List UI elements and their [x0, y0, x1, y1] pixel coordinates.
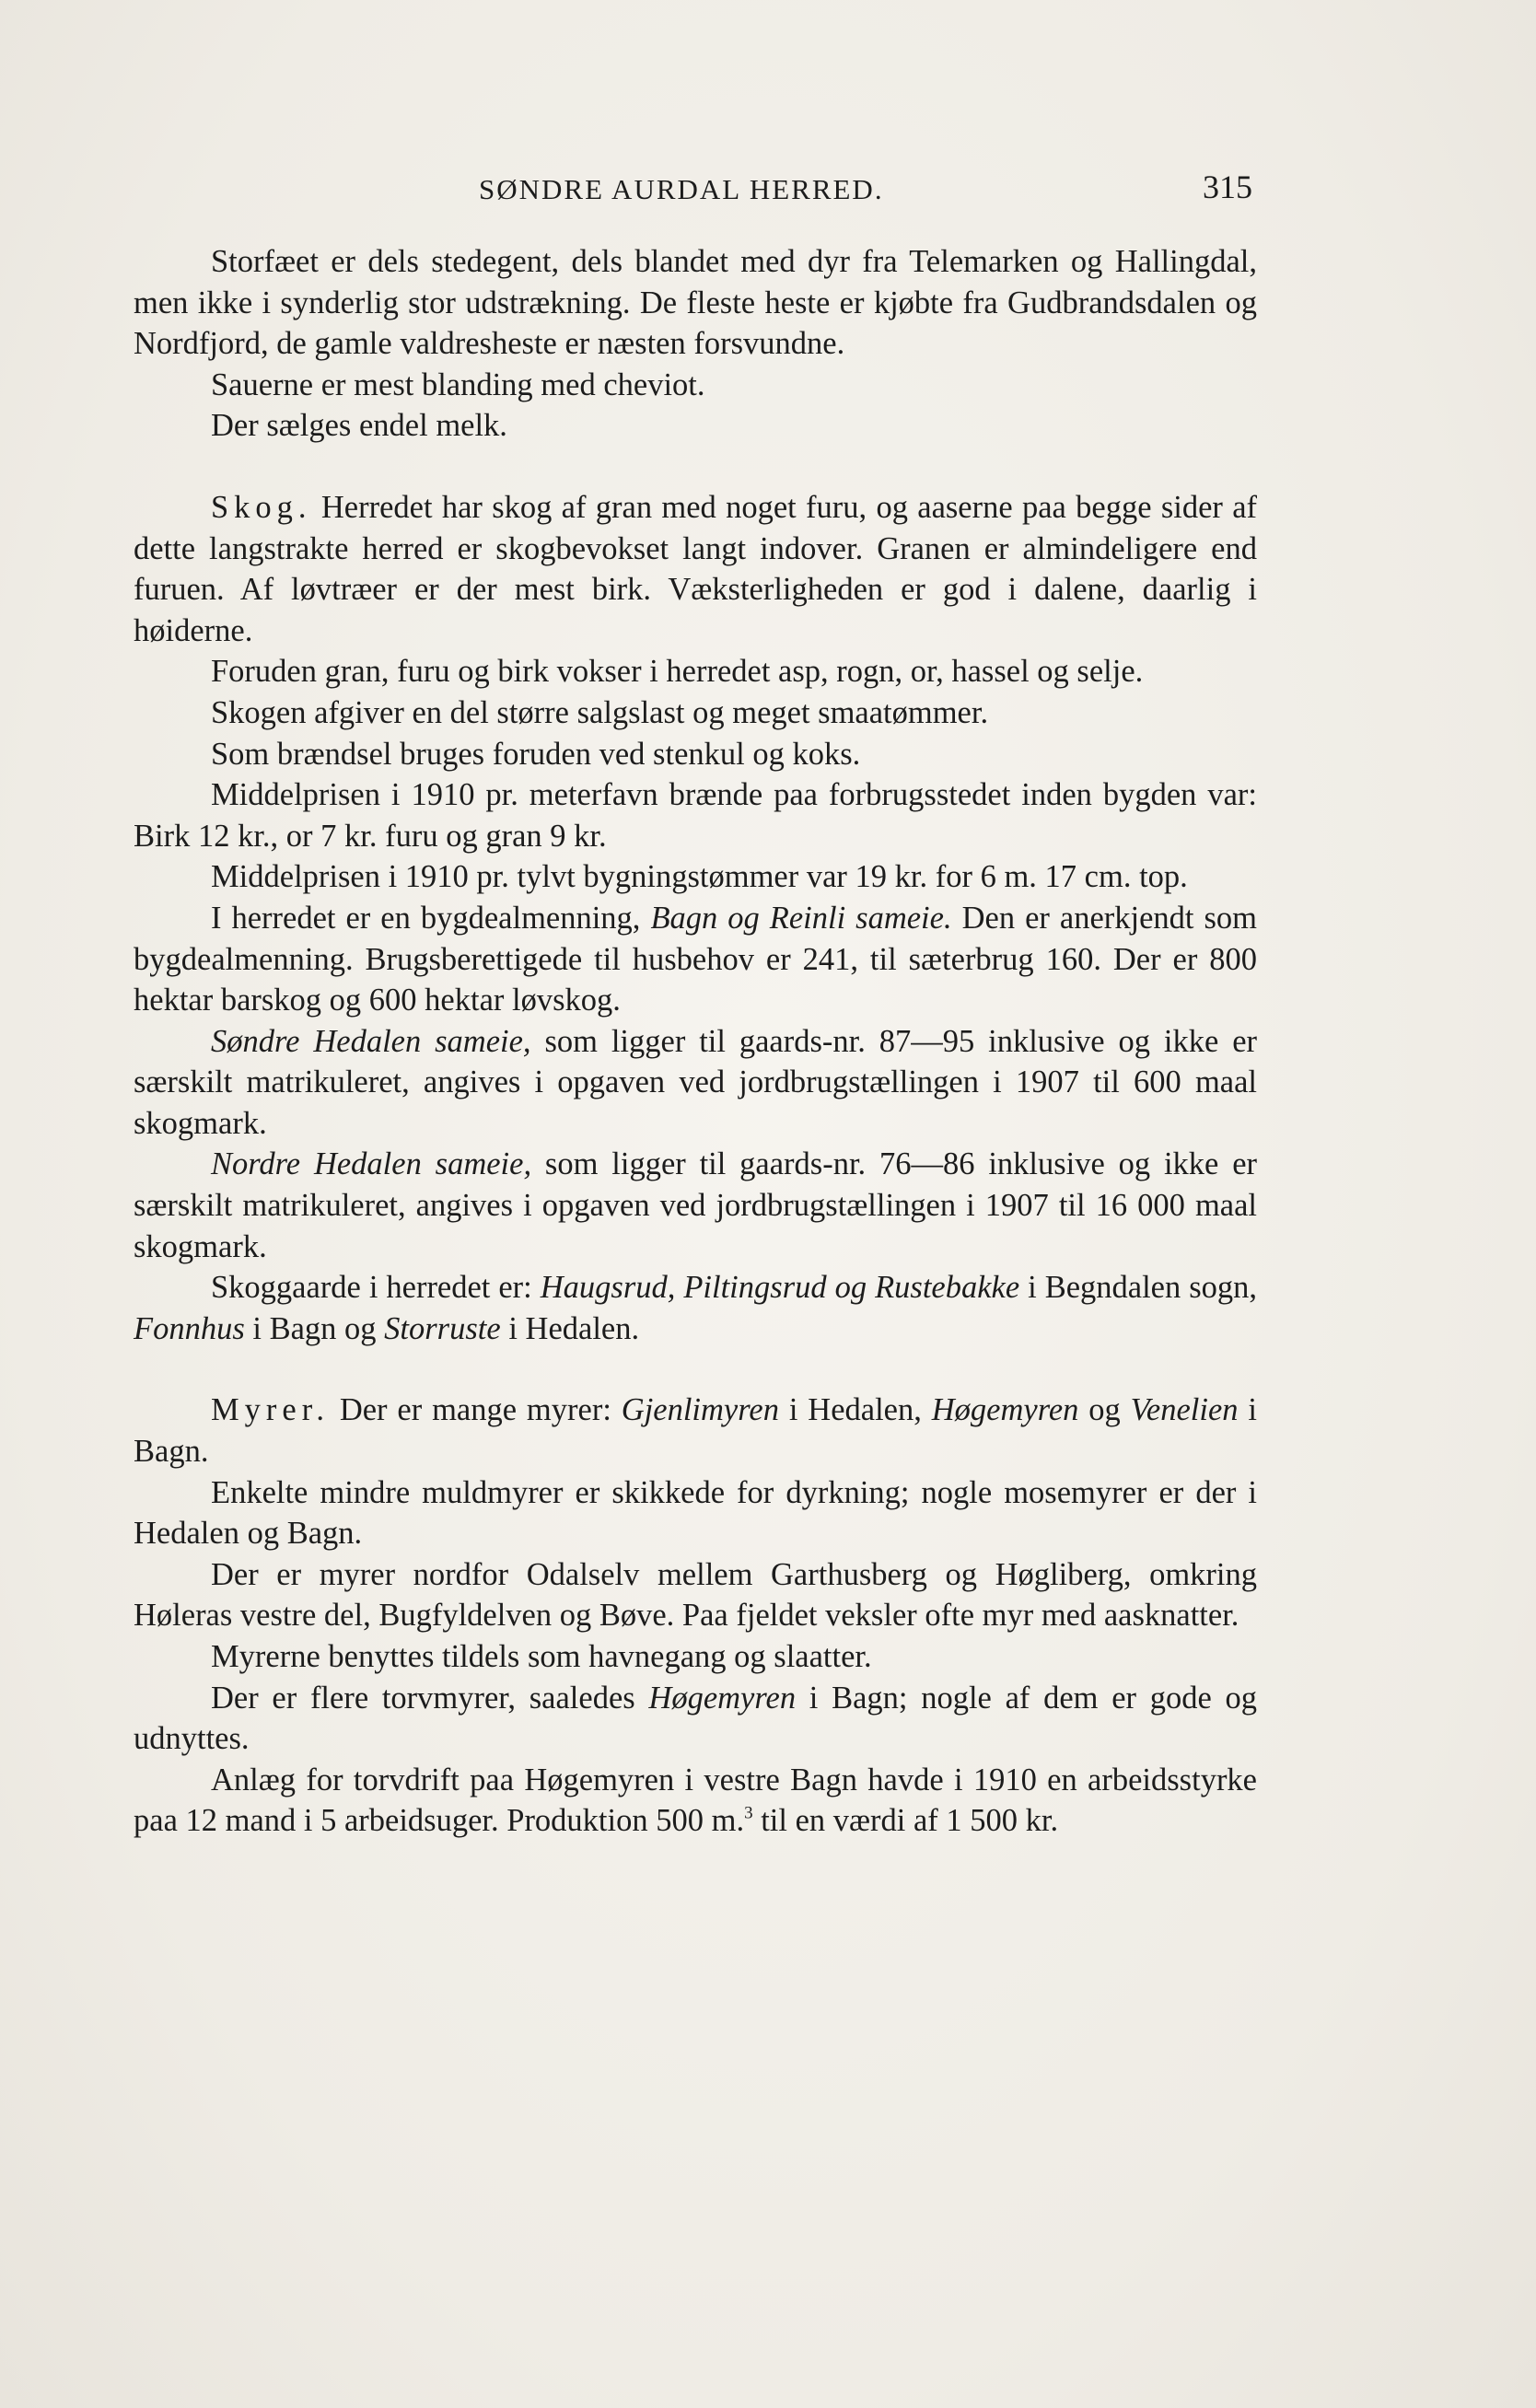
- paragraph-forest-farms: [134, 1267, 1257, 1349]
- paragraph-livestock: Storfæet er dels stedegent, dels blandet med dyr fra Telemarken og Hallingdal, men ikke i synderlig stor udstrækning. De fleste heste er kjøbte fra Gudbrandsdalen og Nordfjord, de gamle valdresheste er næsten forsvundne.: [134, 244, 1257, 362]
- section-heading-skog: Skog.: [211, 489, 312, 525]
- paragraph-myrer: [134, 1390, 1257, 1472]
- italic-name: Storruste: [384, 1310, 501, 1346]
- page-header: [129, 168, 1257, 214]
- paragraph-fuel: Som brændsel bruges foruden ved stenkul og koks.: [211, 736, 861, 772]
- paragraph-nordre-hedalen: [134, 1144, 1257, 1267]
- paragraph-torvmyrer: [134, 1678, 1257, 1760]
- running-head: SØNDRE AURDAL HERRED.: [479, 173, 884, 205]
- italic-name: Høgemyren: [931, 1392, 1079, 1428]
- paragraph-skog-text: Herredet har skog af gran med noget furu, og aaserne paa begge sider af dette langstrakte herred er skogbevokset langt indover. Granen er almindeligere end furuen. Af løvtræer er der mest birk. Væksterligheden er god i dalene, daarlig i høiderne.: [134, 489, 1257, 648]
- paragraph-myr-locations: Der er myrer nordfor Odalselv mellem Garthusberg og Høgliberg, omkring Høleras vestre del, Bugfyldelven og Bøve. Paa fjeldet veksler ofte myr med aasknatter.: [134, 1556, 1257, 1634]
- text-run: til en værdi af 1 500 kr.: [752, 1803, 1059, 1839]
- paragraph-milk: Der sælges endel melk.: [211, 408, 507, 444]
- text-run: i Bagn og: [244, 1310, 385, 1346]
- italic-name: Gjenlimyren: [621, 1392, 779, 1428]
- text-run: Den er anerkjendt som bygdealmenning. Brugsberettigede til husbehov er 241, til sæterbrug 160. Der er 800 hektar barskog og 600 hektar løvskog.: [134, 900, 1257, 1018]
- text-run: I herredet er en bygdealmenning,: [211, 900, 651, 936]
- text-run: som ligger til gaards-nr. 87—95 inklusive og ikke er særskilt matrikuleret, angives i opgaven ved jordbrugstællingen i 1907 til 600 maal skogmark.: [134, 1023, 1257, 1141]
- text-run: som ligger til gaards-nr. 76—86 inklusive og ikke er særskilt matrikuleret, angives i opgaven ved jordbrugstællingen i 1907 til 16 000 maal skogmark.: [134, 1146, 1258, 1264]
- paragraph-timber: Skogen afgiver en del større salgslast og meget smaatømmer.: [211, 694, 989, 730]
- paragraph-commons: [134, 898, 1257, 1021]
- text-run: i Bagn; nogle af dem er gode og udnyttes.: [134, 1680, 1257, 1757]
- text-run: Der er flere torvmyrer, saaledes: [211, 1680, 649, 1716]
- italic-name: Søndre Hedalen sameie,: [211, 1023, 531, 1059]
- paragraph-timber-price: Middelprisen i 1910 pr. tylvt bygningstømmer var 19 kr. for 6 m. 17 cm. top.: [211, 859, 1188, 895]
- section-gap: [134, 447, 1257, 487]
- paragraph-torvdrift: [134, 1760, 1257, 1842]
- text-run: og: [1078, 1392, 1131, 1428]
- text-run: i Begndalen sogn,: [1019, 1270, 1257, 1306]
- section-gap: [134, 1349, 1257, 1390]
- text-run: i Hedalen.: [500, 1310, 640, 1346]
- text-run: i Hedalen,: [778, 1392, 932, 1428]
- paragraph-muldmyrer: Enkelte mindre muldmyrer er skikkede for dyrkning; nogle mosemyrer er der i Hedalen og Bagn.: [134, 1474, 1257, 1552]
- italic-name: Haugsrud, Piltingsrud og Rustebakke: [540, 1270, 1020, 1306]
- page-body: [134, 241, 1257, 1842]
- paragraph-firewood-price: Middelprisen i 1910 pr. meterfavn brænde paa forbrugsstedet inden bygden var: Birk 12 kr., or 7 kr. furu og gran 9 kr.: [134, 777, 1257, 854]
- paragraph-sondre-hedalen: [134, 1021, 1257, 1145]
- text-run: i Bagn.: [134, 1392, 1257, 1470]
- paragraph-trees: Foruden gran, furu og birk vokser i herredet asp, rogn, or, hassel og selje.: [211, 654, 1144, 690]
- text-run: Der er mange myrer:: [329, 1392, 622, 1428]
- text-run: Anlæg for torvdrift paa Høgemyren i vestre Bagn havde i 1910 en arbeidsstyrke paa 12 mand i 5 arbeidsuger. Produktion 500 m.: [134, 1762, 1257, 1839]
- italic-name: Venelien: [1130, 1392, 1239, 1428]
- paragraph-myr-use: Myrerne benyttes tildels som havnegang og slaatter.: [211, 1639, 872, 1674]
- italic-name: Fonnhus: [134, 1310, 245, 1346]
- italic-name: Nordre Hedalen sameie,: [211, 1146, 532, 1182]
- superscript: 3: [744, 1804, 753, 1824]
- italic-name: Høgemyren: [648, 1680, 797, 1716]
- section-heading-myrer: Myrer.: [211, 1392, 330, 1428]
- text-run: Skoggaarde i herredet er:: [211, 1270, 541, 1306]
- italic-name: Bagn og Reinli sameie.: [650, 900, 952, 936]
- paragraph-sheep: Sauerne er mest blanding med cheviot.: [211, 366, 705, 402]
- paragraph-skog: [134, 487, 1257, 651]
- page-number: 315: [1203, 169, 1252, 205]
